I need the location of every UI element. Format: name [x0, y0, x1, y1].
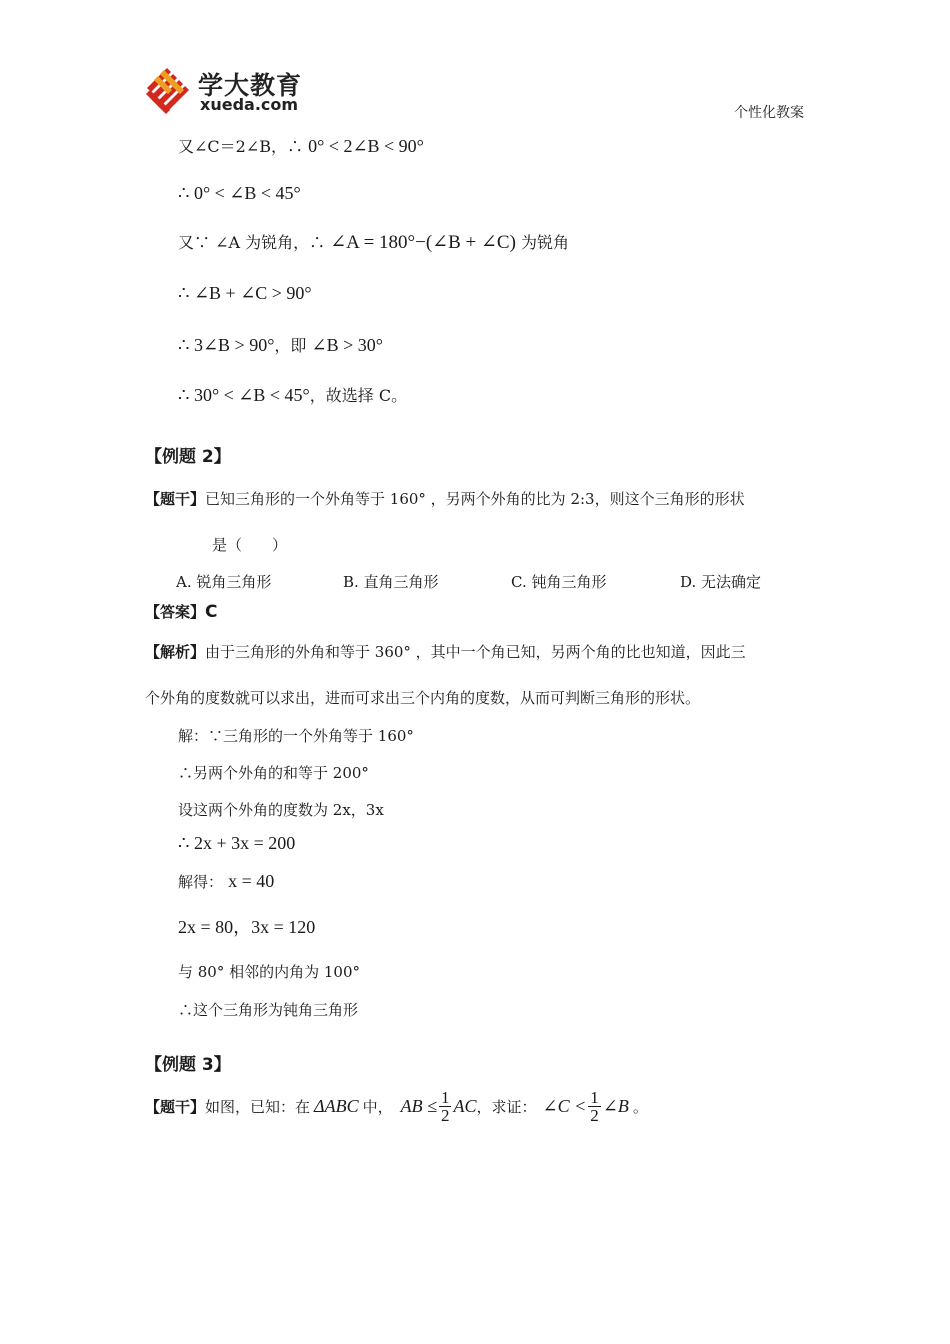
ex2-solution-line-7: 与 80° 相邻的内角为 100°: [178, 963, 361, 981]
analysis-label: 【解析】: [145, 643, 206, 661]
solution-line-6: [178, 383, 407, 406]
ex3-angle-c-lt: ∠C <: [542, 1095, 587, 1116]
solution-line-3: [178, 230, 569, 254]
example-2-stem: [145, 488, 745, 509]
solution-line-5-math-b: ∠B > 30°: [311, 335, 383, 355]
answer-label: 【答案】: [145, 603, 206, 621]
example-3-heading: 【例题 3】: [145, 1055, 231, 1075]
fraction-denominator: 2: [590, 1105, 599, 1125]
solution-line-5: [178, 333, 383, 356]
ex3-angle-b: ∠B: [602, 1095, 629, 1116]
ex2-solution-line-3: 设这两个外角的度数为 2x，3x: [178, 801, 384, 819]
logo-chinese-text: 学大教育: [198, 71, 303, 100]
xueda-logo-icon: [140, 66, 194, 118]
ex3-fraction-half-2: [588, 1089, 601, 1124]
example-2-answer: [145, 601, 218, 622]
fraction-denominator: 2: [440, 1105, 450, 1125]
ex2-solution-line-6: 2x = 80，3x = 120: [178, 917, 316, 937]
answer-value: C: [205, 602, 218, 622]
solution-line-6-math: ∴ 30° < ∠B < 45°: [178, 385, 310, 405]
solution-line-1-math: 0° < 2∠B < 90°: [308, 136, 424, 156]
ex2-solution-line-5-text: 解得：: [178, 873, 224, 891]
ex3-triangle-abc: ΔABC: [314, 1095, 359, 1116]
fraction-numerator: 1: [440, 1087, 450, 1107]
solution-line-3-text: 又∵ ∠A 为锐角，∴: [178, 233, 326, 252]
logo-domain-text: xueda.com: [200, 95, 299, 114]
option-a: A. 锐角三角形: [176, 573, 272, 591]
solution-line-5-math-a: ∴ 3∠B > 90°: [178, 335, 275, 355]
example-3-stem: [145, 1084, 648, 1128]
option-b: B. 直角三角形: [343, 573, 439, 591]
solution-line-5-text: ，即: [274, 336, 307, 355]
solution-line-3-math: ∠A = 180°−(∠B + ∠C): [330, 232, 516, 253]
ex2-solution-line-5-math: x = 40: [228, 871, 275, 891]
ex2-solution-line-5: [178, 871, 274, 892]
ex3-stem-label: 【题干】: [145, 1097, 206, 1116]
doc-type-label: 个性化教案: [734, 105, 804, 121]
ex2-solution-line-1: 解：∵三角形的一个外角等于 160°: [178, 727, 414, 745]
ex3-ab-leq: AB ≤: [400, 1095, 437, 1116]
xueda-logo: [140, 66, 340, 118]
ex3-text-2: 中，: [362, 1097, 393, 1116]
option-d: D. 无法确定: [680, 573, 762, 591]
ex3-text-1: 如图，已知：在: [205, 1097, 311, 1116]
ex2-solution-line-8: ∴这个三角形为钝角三角形: [178, 1001, 359, 1019]
ex3-ac: AC: [453, 1095, 477, 1116]
solution-line-1-text: 又∠C＝2∠B，∴: [178, 137, 303, 156]
example-2-heading: 【例题 2】: [145, 447, 231, 467]
ex2-solution-line-2: ∴另两个外角的和等于 200°: [178, 764, 369, 782]
solution-line-4: ∴ ∠B + ∠C > 90°: [178, 283, 312, 303]
analysis-text-2: 个外角的度数就可以求出，进而可求出三个内角的度数，从而可判断三角形的形状。: [145, 689, 701, 707]
example-2-analysis: [145, 641, 746, 662]
ex3-text-3: ，求证：: [476, 1097, 537, 1116]
solution-line-2: ∴ 0° < ∠B < 45°: [178, 183, 301, 203]
solution-line-6-text: ，故选择 C。: [309, 386, 408, 405]
fraction-numerator: 1: [590, 1087, 599, 1107]
ex3-fraction-half-1: [439, 1089, 452, 1124]
option-c: C. 钝角三角形: [511, 573, 607, 591]
solution-line-3-tail: 为锐角: [521, 233, 570, 252]
stem-text: 已知三角形的一个外角等于 160° ，另两个外角的比为 2:3，则这个三角形的形状: [205, 490, 745, 508]
ex2-solution-line-4: ∴ 2x + 3x = 200: [178, 833, 296, 853]
stem-label: 【题干】: [145, 490, 206, 508]
analysis-text-1: 由于三角形的外角和等于 360° ，其中一个角已知，另两个角的比也知道，因此三: [205, 643, 746, 661]
solution-line-1: [178, 134, 424, 157]
ex3-period: 。: [632, 1097, 648, 1116]
stem-continuation: 是（ ）: [212, 536, 288, 554]
